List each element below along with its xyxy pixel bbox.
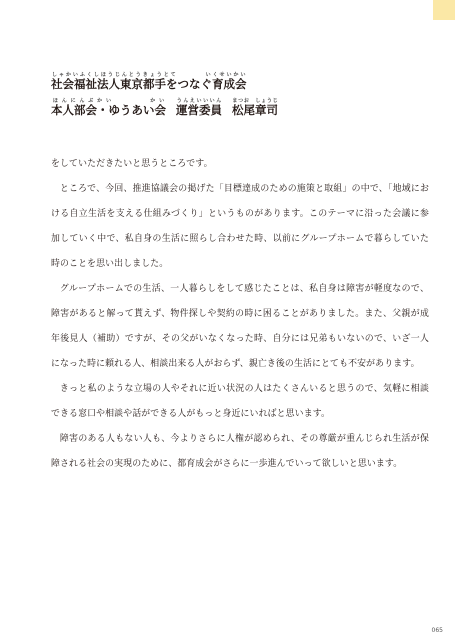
page-corner-tab bbox=[433, 0, 455, 20]
paragraph-continued: をしていただきたいと思うところです。 bbox=[51, 159, 213, 169]
paragraph: きっと私のような立場の人やそれに近い状況の人はたくさんいると思うので、気軽に相談できる窓口や相談や話ができる人がもっと身近にいればと思います。 bbox=[51, 384, 429, 419]
article-body bbox=[51, 152, 429, 477]
paragraph: グループホームでの生活、一人暮らしをして感じたことは、私自身は障害が軽度なので、障害があると解って貰えず、物件探しや契約の時に困ることがありました。また、父親が成年後見人（補助）ですが、その父がいなくなった時、自分には兄弟もいないので、いざ一人になった時に頼れる人、相談出来る人がおらず、親亡き後の生活にとても不安があります。 bbox=[51, 284, 429, 369]
page-number: 065 bbox=[431, 627, 443, 634]
paragraph: ところで、今回、推進協議会の掲げた「目標達成のための施策と取組」の中で、「地域における自立生活を支える仕組みづくり」というものがあります。このテーマに沿った会議に参加していく中で、私自身の生活に照らし合わせた時、以前にグループホームで暮らしていた時のことを思い出しました。 bbox=[51, 184, 429, 269]
paragraph: 障害のある人もない人も、今よりさらに人権が認められ、その尊厳が重んじられ生活が保障される社会の実現のために、都育成会がさらに一歩進んでいって欲しいと思います。 bbox=[51, 434, 429, 469]
author-name: 松尾章司 bbox=[232, 103, 278, 117]
article-header bbox=[51, 72, 431, 118]
author-line: 本人部会・ゆうあい会ほんにんぶかい かい運営委員うんえいいいん松尾章司まつお しょうじ bbox=[51, 98, 278, 117]
organization-name: 社会福祉法人東京都手をつなぐ育成会しゃかいふくしほうじんとうきょうとて いくせいかい bbox=[51, 72, 247, 91]
department-name: 本人部会・ゆうあい会 bbox=[51, 103, 166, 117]
author-role: 運営委員 bbox=[176, 103, 222, 117]
